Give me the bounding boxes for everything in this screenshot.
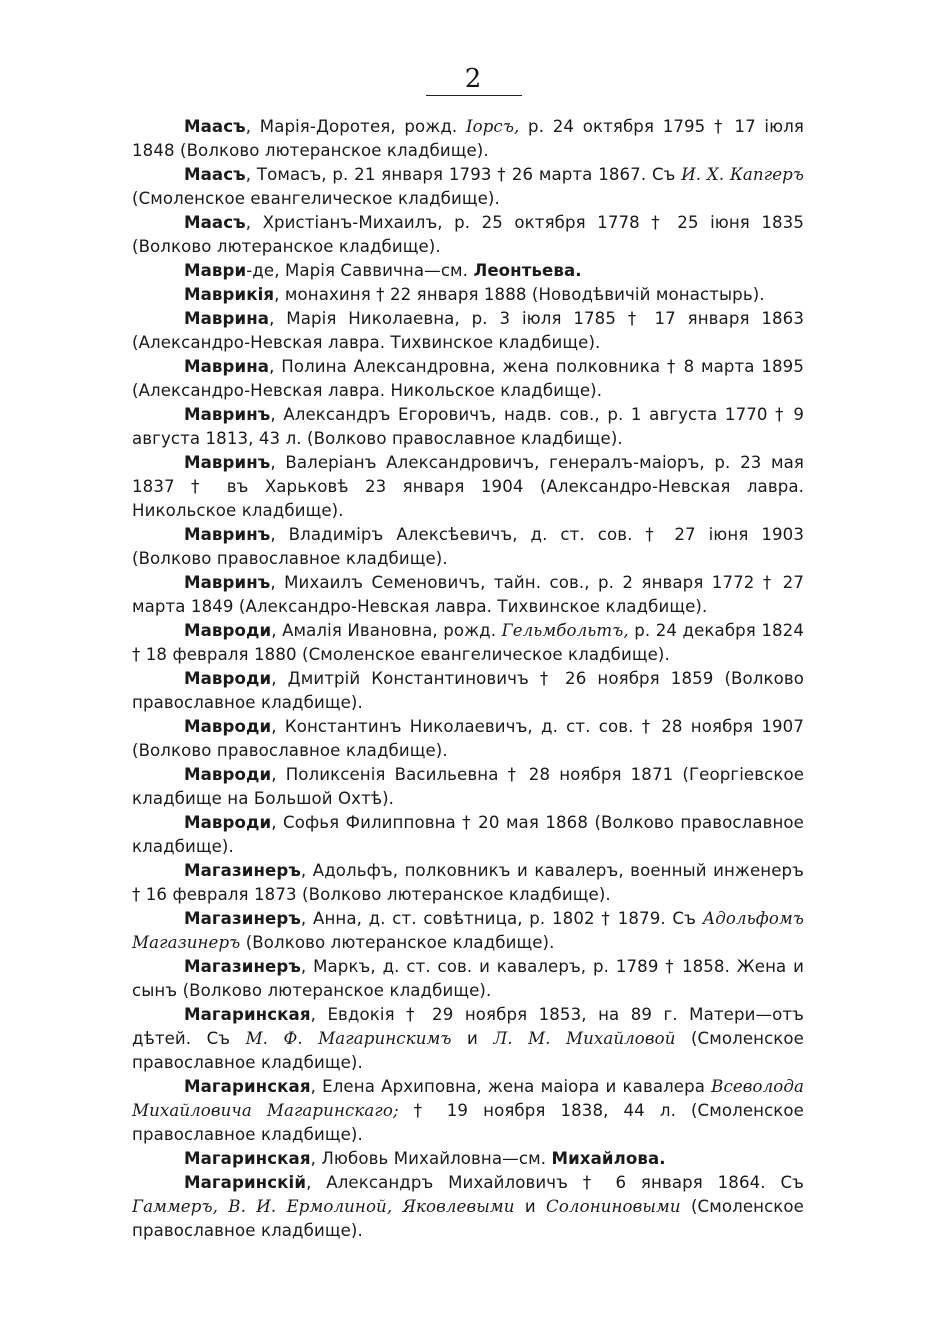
entry-surname: Магазинеръ	[184, 861, 301, 880]
entry	[132, 451, 804, 523]
entry	[132, 667, 804, 715]
entry	[132, 403, 804, 451]
entry	[132, 955, 804, 1003]
entry-surname: Мавринъ	[184, 573, 271, 592]
entry-text: -де, Марія Саввична—см.	[246, 261, 474, 280]
entry-surname: Леонтьева.	[473, 261, 582, 280]
entry-surname: Мавроди	[184, 669, 272, 688]
entry-text: (Волково лютеранское кладбище).	[240, 933, 555, 952]
entry	[132, 571, 804, 619]
entry	[132, 211, 804, 259]
entry	[132, 1171, 804, 1243]
entry	[132, 283, 804, 307]
entry-text: (Смоленское православное кладбище).	[132, 1029, 804, 1072]
entry-text: , Валеріанъ Александровичъ, генералъ-маіоръ, р. 23 мая 1837 † въ Харьковѣ 23 января 1904 (Александро-Невская лавра. Никольское кладбище).	[132, 453, 804, 520]
entry-surname: Маврикія	[184, 285, 275, 304]
entry-text: † 19 ноября 1838, 44 л. (Смоленское православное кладбище).	[132, 1101, 804, 1144]
entry-surname: Маасъ	[184, 213, 246, 232]
entry	[132, 307, 804, 355]
entry-surname: Маасъ	[184, 165, 246, 184]
entry	[132, 523, 804, 571]
page-number: 2	[464, 64, 482, 94]
entry-surname: Мавринъ	[184, 525, 271, 544]
entry	[132, 115, 804, 163]
page-number-rule	[426, 95, 522, 96]
entry-text: и	[451, 1029, 494, 1048]
entry-text: , Любовь Михайловна—см.	[310, 1149, 552, 1168]
entry-list	[132, 115, 804, 1243]
entry-text: , Константинъ Николаевичъ, д. ст. сов. † 28 ноября 1907 (Волково православное кладбище).	[132, 717, 804, 760]
entry	[132, 1075, 804, 1147]
entry-text: , Владиміръ Алексѣевичъ, д. ст. сов. † 27 іюня 1903 (Волково православное кладбище).	[132, 525, 804, 568]
entry-surname: Маврина	[184, 357, 270, 376]
entry-text: , Томасъ, р. 21 января 1793 † 26 марта 1867. Съ	[245, 165, 682, 184]
entry	[132, 1147, 804, 1171]
entry	[132, 907, 804, 955]
entry-italic-name: Iорсъ,	[465, 117, 520, 136]
entry-italic-name: Адольфомъ Магазинеръ	[132, 909, 804, 952]
entry-surname: Мавринъ	[184, 405, 271, 424]
entry-text: , Дмитрій Константиновичъ † 26 ноября 1859 (Волково православное кладбище).	[132, 669, 804, 712]
entry	[132, 811, 804, 859]
entry-text: , Александръ Михайловичъ † 6 января 1864. Съ	[306, 1173, 804, 1192]
entry-italic-name: Всеволода Михайловича Магаринскаго;	[132, 1077, 804, 1120]
entry-text: , Александръ Егоровичъ, надв. сов., р. 1 августа 1770 † 9 августа 1813, 43 л. (Волково православное кладбище).	[132, 405, 804, 448]
entry-surname: Маври	[184, 261, 247, 280]
entry-text: , Адольфъ, полковникъ и кавалеръ, военный инженеръ † 16 февраля 1873 (Волково лютеранское кладбище).	[132, 861, 804, 904]
entry-text: р. 24 октября 1795 † 17 іюля 1848 (Волково лютеранское кладбище).	[132, 117, 804, 160]
entry-surname: Магаринская	[184, 1077, 311, 1096]
entry-text: , монахиня † 22 января 1888 (Новодѣвичій монастырь).	[274, 285, 765, 304]
entry	[132, 859, 804, 907]
entry	[132, 259, 804, 283]
entry-surname: Мавроди	[184, 621, 272, 640]
entry-text: (Смоленское православное кладбище).	[132, 1197, 804, 1240]
entry-surname: Михайлова.	[551, 1149, 666, 1168]
entry	[132, 715, 804, 763]
entry-surname: Маасъ	[184, 117, 246, 136]
entry-italic-name: М. Ф. Магаринскимъ	[245, 1029, 452, 1048]
entry-text: , Елена Архиповна, жена маіора и кавалера	[310, 1077, 712, 1096]
entry	[132, 163, 804, 211]
entry	[132, 355, 804, 403]
entry-text: , Михаилъ Семеновичъ, тайн. сов., р. 2 января 1772 † 27 марта 1849 (Александро-Невская лавра. Тихвинское кладбище).	[132, 573, 804, 616]
entry-italic-name: Гаммеръ, В. И. Ермолиной, Яковлевыми	[132, 1197, 515, 1216]
entry	[132, 619, 804, 667]
entry-surname: Мавринъ	[184, 453, 271, 472]
entry-text: , Амалія Ивановна, рожд.	[271, 621, 502, 640]
entry	[132, 1003, 804, 1075]
entry-italic-name: И. Х. Капгеръ	[681, 165, 804, 184]
entry-text: , Софья Филипповна † 20 мая 1868 (Волково православное кладбище).	[132, 813, 804, 856]
entry-italic-name: Солониновыми	[546, 1197, 681, 1216]
entry-surname: Магаринская	[184, 1149, 311, 1168]
entry-text: , Маркъ, д. ст. сов. и кавалеръ, р. 1789 † 1858. Жена и сынъ (Волково лютеранское кладбище).	[132, 957, 804, 1000]
entry-surname: Магаринская	[184, 1005, 311, 1024]
entry-text: , Марія-Доротея, рожд.	[245, 117, 466, 136]
entry-surname: Магаринскій	[184, 1173, 307, 1192]
entry-italic-name: Л. М. Михайловой	[493, 1029, 676, 1048]
entry-text: и	[514, 1197, 547, 1216]
entry-surname: Магазинеръ	[184, 909, 301, 928]
entry-surname: Магазинеръ	[184, 957, 301, 976]
entry-text: , Христіанъ-Михаилъ, р. 25 октября 1778 † 25 іюня 1835 (Волково лютеранское кладбище).	[132, 213, 804, 256]
entry-text: , Полина Александровна, жена полковника † 8 марта 1895 (Александро-Невская лавра. Никольское кладбище).	[132, 357, 804, 400]
entry-surname: Мавроди	[184, 717, 272, 736]
entry-text: (Смоленское евангелическое кладбище).	[132, 189, 500, 208]
entry-text: , Марія Николаевна, р. 3 іюля 1785 † 17 января 1863 (Александро-Невская лавра. Тихвинское кладбище).	[132, 309, 804, 352]
entry-text: , Анна, д. ст. совѣтница, р. 1802 † 1879. Съ	[300, 909, 703, 928]
entry-surname: Мавроди	[184, 765, 272, 784]
entry-surname: Маврина	[184, 309, 270, 328]
entry-surname: Мавроди	[184, 813, 272, 832]
entry-italic-name: Гельмбольтъ,	[501, 621, 629, 640]
entry-text: , Евдокія † 29 ноября 1853, на 89 г. Матери—отъ дѣтей. Съ	[132, 1005, 804, 1048]
entry-text: р. 24 декабря 1824 † 18 февраля 1880 (Смоленское евангелическое кладбище).	[132, 621, 804, 664]
entry	[132, 763, 804, 811]
entry-text: , Поликсенія Васильевна † 28 ноября 1871 (Георгіевское кладбище на Большой Охтѣ).	[132, 765, 804, 808]
